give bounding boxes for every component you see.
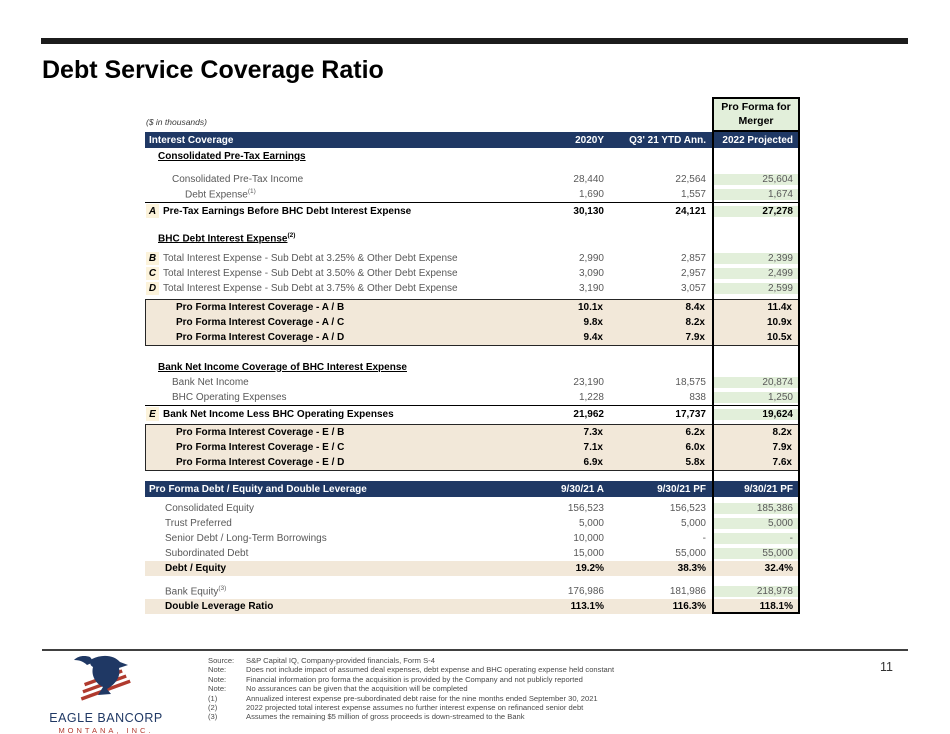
row-letter: A <box>146 204 159 218</box>
cell: 9.4x <box>583 332 603 343</box>
row-label-text: Consolidated Pre-Tax Earnings <box>158 150 306 162</box>
top-rule <box>41 38 908 44</box>
row-label <box>146 442 501 453</box>
table-row <box>145 164 800 172</box>
table-row <box>145 346 800 359</box>
row-label <box>145 174 502 185</box>
row-label <box>146 332 501 343</box>
interest-coverage-header-row <box>145 132 800 148</box>
logo-company-name: EAGLE BANCORP <box>49 711 163 725</box>
row-label-text: Pre-Tax Earnings Before BHC Debt Interest Expense <box>163 205 412 217</box>
cell: 156,523 <box>567 503 604 514</box>
cell: 838 <box>689 392 706 403</box>
cell: 3,090 <box>578 268 604 279</box>
footnote-row <box>208 694 614 703</box>
column-header-93021-pf: 9/30/21 PF <box>657 483 706 495</box>
cell: 15,000 <box>573 548 604 559</box>
cell: 23,190 <box>573 377 604 388</box>
footer-rule <box>42 649 908 651</box>
table-row <box>145 266 800 281</box>
table-row <box>145 172 800 187</box>
row-label <box>145 188 502 200</box>
column-header-93021-pf-merger: 9/30/21 PF <box>744 483 793 495</box>
table-row <box>145 501 800 516</box>
cell: 5,000 <box>712 518 800 529</box>
table-row <box>145 405 800 422</box>
table-row <box>145 546 800 561</box>
row-label <box>145 362 502 373</box>
table-row <box>145 202 800 219</box>
cell: 2,499 <box>712 268 800 279</box>
cell: - <box>702 533 706 544</box>
cell: 19.2% <box>575 563 604 574</box>
footnote-text: 2022 projected total interest expense assumes no further interest expense on refinanced senior debt <box>246 703 584 713</box>
financial-table <box>145 132 800 614</box>
cell: 156,523 <box>669 503 706 514</box>
table-row <box>145 187 800 202</box>
row-label <box>145 206 502 217</box>
row-label-text: Subordinated Debt <box>165 548 249 559</box>
cell: 2,399 <box>712 253 800 264</box>
cell: 7.9x <box>685 332 705 343</box>
row-label-text: Consolidated Equity <box>165 503 254 514</box>
row-label-text: Pro Forma Interest Coverage - E / D <box>176 457 345 468</box>
footnote-text: Assumes the remaining $5 million of gross proceeds is down-streamed to the Bank <box>246 712 525 722</box>
cell: 6.9x <box>583 457 603 468</box>
cell: 55,000 <box>712 548 800 559</box>
eagle-icon <box>54 653 158 705</box>
row-letter: E <box>146 407 159 421</box>
ratio-highlight-box <box>145 299 800 346</box>
cell: 9.8x <box>583 317 603 328</box>
cell: 18,575 <box>675 377 706 388</box>
footnote-label: Source: <box>208 656 235 665</box>
row-label <box>145 518 502 529</box>
row-label-text: Pro Forma Interest Coverage - E / C <box>176 442 345 453</box>
table-row <box>146 425 799 440</box>
cell: 118.1% <box>759 601 793 612</box>
cell: 8.2x <box>772 427 792 438</box>
cell: 19,624 <box>712 409 800 420</box>
table-row <box>145 375 800 390</box>
row-label-text: Bank Net Income Less BHC Operating Expenses <box>163 408 394 420</box>
table-row <box>145 516 800 531</box>
footnote-row <box>208 675 614 684</box>
row-label <box>146 302 501 313</box>
cell: 6.2x <box>685 427 705 438</box>
row-label <box>145 563 502 574</box>
table-row <box>145 390 800 405</box>
cell: 3,057 <box>680 283 706 294</box>
row-label-text: Total Interest Expense - Sub Debt at 3.50% & Other Debt Expense <box>163 268 458 279</box>
row-label-text: BHC Debt Interest Expense <box>158 233 288 245</box>
cell: 27,278 <box>712 206 800 217</box>
row-letter: B <box>146 252 159 265</box>
cell: 5,000 <box>578 518 604 529</box>
page-title: Debt Service Coverage Ratio <box>42 56 384 84</box>
cell: 116.3% <box>672 601 706 612</box>
footnote-ref: (2) <box>287 231 296 239</box>
row-label <box>145 283 502 294</box>
row-label <box>146 317 501 328</box>
table-row <box>145 230 800 246</box>
cell: 21,962 <box>573 408 604 420</box>
row-letter: C <box>146 267 159 280</box>
cell: 25,604 <box>712 174 800 185</box>
cell: 10.5x <box>766 332 792 343</box>
row-label-text: Pro Forma Interest Coverage - A / D <box>176 332 345 343</box>
table-row <box>145 219 800 230</box>
footnote-label: Note: <box>208 665 227 675</box>
cell: 6.0x <box>685 442 705 453</box>
debt-equity-header-row <box>145 481 800 497</box>
debt-equity-rows <box>145 497 800 614</box>
table-row <box>145 531 800 546</box>
row-label <box>145 377 502 388</box>
footnote-text: Annualized interest expense pre-subordinated debt raise for the nine months ended September 30, 2021 <box>246 693 598 703</box>
footnotes <box>208 656 614 722</box>
cell: 30,130 <box>573 205 604 217</box>
cell: 5,000 <box>680 518 706 529</box>
footnote-text: Financial information pro forma the acquisition is provided by the Company and not publicly reported <box>246 674 583 684</box>
row-label <box>145 151 502 162</box>
footnote-row <box>208 656 614 665</box>
row-label <box>145 253 502 264</box>
cell: 20,874 <box>712 377 800 388</box>
row-label <box>145 232 502 244</box>
interest-coverage-rows <box>145 148 800 481</box>
footnote-label: (3) <box>208 712 218 722</box>
row-label-text: Consolidated Pre-Tax Income <box>172 174 304 185</box>
pro-forma-merger-header: Pro Forma for Merger <box>712 97 800 132</box>
table-row <box>146 315 799 330</box>
row-label-text: Total Interest Expense - Sub Debt at 3.75% & Other Debt Expense <box>163 283 458 294</box>
table-row <box>145 359 800 375</box>
footnote-text: Does not include impact of assumed deal expenses, debt expense and BHC operating expense held constant <box>246 665 615 675</box>
cell: 3,190 <box>578 283 604 294</box>
footnote-row <box>208 703 614 712</box>
cell: 7.1x <box>583 442 603 453</box>
row-label-text: Pro Forma Interest Coverage - A / C <box>176 317 345 328</box>
cell: 5.8x <box>685 457 705 468</box>
cell: 1,557 <box>680 189 706 200</box>
row-label <box>145 585 502 597</box>
column-header-93021-a: 9/30/21 A <box>561 483 604 495</box>
table-row <box>145 584 800 599</box>
footnote-row <box>208 665 614 674</box>
cell: 8.2x <box>685 317 705 328</box>
row-label-text: Bank Equity <box>165 586 219 598</box>
row-label-text: Trust Preferred <box>165 518 232 529</box>
column-header-2022-projected: 2022 Projected <box>722 134 793 146</box>
table-row <box>145 576 800 584</box>
footnote-label: Note: <box>208 684 227 694</box>
cell: 1,690 <box>578 189 604 200</box>
row-label-text: Senior Debt / Long-Term Borrowings <box>165 533 327 544</box>
cell: 1,674 <box>712 189 800 200</box>
table-row <box>145 251 800 266</box>
row-label-text: Debt / Equity <box>165 563 227 574</box>
ratio-highlight-box <box>145 424 800 471</box>
footnote-row <box>208 684 614 693</box>
row-label <box>145 392 502 403</box>
row-label <box>145 548 502 559</box>
cell: 1,228 <box>578 392 604 403</box>
cell: 185,386 <box>712 503 800 514</box>
cell: 28,440 <box>573 174 604 185</box>
row-letter: D <box>146 282 159 295</box>
table-row <box>145 561 800 576</box>
row-label-text: Bank Net Income <box>172 377 249 388</box>
table-row <box>146 440 799 455</box>
row-label <box>145 601 502 612</box>
column-header-2020y: 2020Y <box>575 134 604 146</box>
table-row <box>145 296 800 299</box>
cell: 32.4% <box>764 563 793 574</box>
row-label <box>145 268 502 279</box>
footnote-label: (2) <box>208 703 218 713</box>
cell: 7.9x <box>772 442 792 453</box>
cell: 7.6x <box>772 457 792 468</box>
footnote-label: (1) <box>208 693 218 703</box>
table-row <box>145 471 800 481</box>
row-label <box>145 409 502 420</box>
footnote-ref: (1) <box>247 188 256 196</box>
cell: 8.4x <box>685 302 705 313</box>
page-number: 11 <box>880 660 893 674</box>
cell: 181,986 <box>669 586 706 597</box>
cell: 38.3% <box>677 563 706 574</box>
cell: 2,957 <box>680 268 706 279</box>
row-label-text: Bank Net Income Coverage of BHC Interest Expense <box>158 361 407 373</box>
row-label <box>145 533 502 544</box>
column-header-q3-21-ytd: Q3' 21 YTD Ann. <box>629 134 706 146</box>
row-label-text: BHC Operating Expenses <box>172 392 287 403</box>
cell: 1,250 <box>712 392 800 403</box>
company-logo <box>38 653 174 734</box>
footnote-label: Note: <box>208 674 227 684</box>
cell: 11.4x <box>767 302 792 313</box>
row-label-text: Debt Expense <box>185 189 248 201</box>
cell: 22,564 <box>675 174 706 185</box>
cell: 10,000 <box>573 533 604 544</box>
footnote-row <box>208 712 614 721</box>
cell: 2,857 <box>680 253 706 264</box>
footnote-ref: (3) <box>218 585 227 593</box>
row-label <box>146 457 501 468</box>
table-row <box>145 148 800 164</box>
table-row <box>146 330 799 345</box>
row-label <box>145 503 502 514</box>
table-row <box>145 281 800 296</box>
row-label-text: Total Interest Expense - Sub Debt at 3.25% & Other Debt Expense <box>163 253 458 264</box>
logo-company-subname: MONTANA, INC. <box>58 726 154 734</box>
table-row <box>146 455 799 470</box>
footnote-text: S&P Capital IQ, Company-provided financials, Form S-4 <box>246 656 435 665</box>
cell: 218,978 <box>712 586 800 597</box>
section-header: Pro Forma Debt / Equity and Double Leverage <box>149 483 367 495</box>
table-row <box>146 300 799 315</box>
row-label <box>146 427 501 438</box>
cell: 7.3x <box>583 427 603 438</box>
row-label-text: Pro Forma Interest Coverage - A / B <box>176 302 345 313</box>
cell: - <box>712 533 800 544</box>
cell: 24,121 <box>675 205 706 217</box>
units-note: ($ in thousands) <box>146 117 207 127</box>
table-row <box>145 422 800 424</box>
cell: 17,737 <box>675 408 706 420</box>
cell: 2,990 <box>578 253 604 264</box>
section-header: Interest Coverage <box>149 134 234 146</box>
cell: 55,000 <box>675 548 706 559</box>
cell: 176,986 <box>567 586 604 597</box>
cell: 113.1% <box>570 601 604 612</box>
cell: 2,599 <box>712 283 800 294</box>
table-row <box>145 599 800 614</box>
row-label-text: Double Leverage Ratio <box>165 601 274 612</box>
footnote-text: No assurances can be given that the acquisition will be completed <box>246 684 468 694</box>
row-label-text: Pro Forma Interest Coverage - E / B <box>176 427 345 438</box>
cell: 10.9x <box>766 317 792 328</box>
cell: 10.1x <box>577 302 603 313</box>
